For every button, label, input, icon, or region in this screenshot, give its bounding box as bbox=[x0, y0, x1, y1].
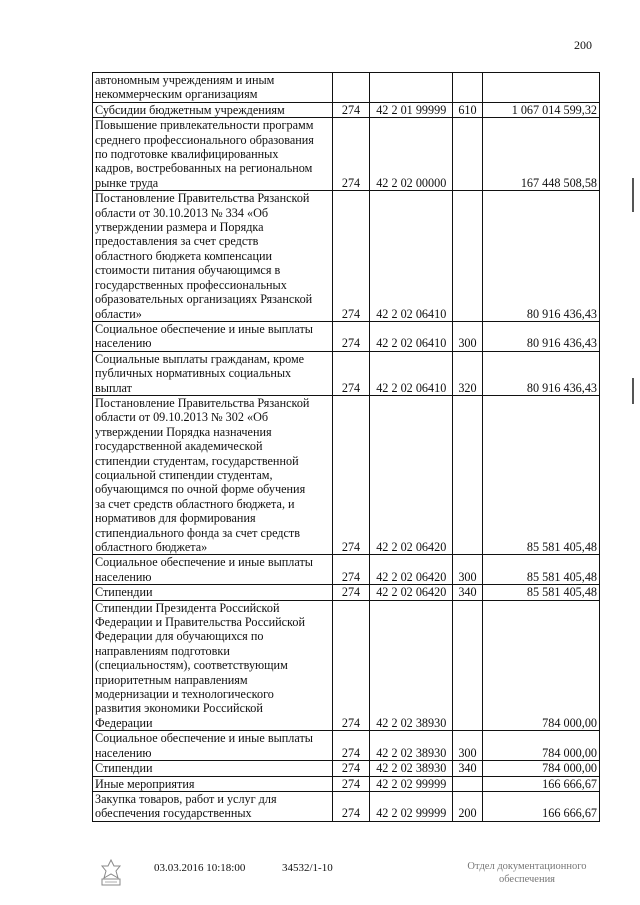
table-row bbox=[93, 118, 600, 191]
row-ved-cell: 274 bbox=[332, 555, 369, 585]
row-csr-cell: 42 2 02 38930 bbox=[370, 731, 453, 761]
document-code: 34532/1-10 bbox=[282, 862, 333, 874]
row-vr-cell: 340 bbox=[453, 761, 482, 776]
row-name-cell: Стипендии bbox=[93, 761, 333, 776]
row-sum-cell: 784 000,00 bbox=[482, 600, 599, 731]
row-vr-cell: 340 bbox=[453, 585, 482, 600]
row-sum-cell: 167 448 508,58 bbox=[482, 118, 599, 191]
row-ved-cell: 274 bbox=[332, 351, 369, 395]
row-vr-cell: 300 bbox=[453, 731, 482, 761]
row-name-cell: Закупка товаров, работ и услуг для обеспечения государственных bbox=[93, 791, 333, 821]
row-sum-cell: 1 067 014 599,32 bbox=[482, 102, 599, 117]
table-row bbox=[93, 761, 600, 776]
row-sum-cell: 80 916 436,43 bbox=[482, 321, 599, 351]
row-vr-cell bbox=[453, 73, 482, 103]
row-csr-cell: 42 2 02 06410 bbox=[370, 191, 453, 322]
row-sum-cell: 85 581 405,48 bbox=[482, 555, 599, 585]
row-sum-cell: 85 581 405,48 bbox=[482, 585, 599, 600]
row-sum-cell: 166 666,67 bbox=[482, 791, 599, 821]
table-row bbox=[93, 776, 600, 791]
row-name-cell: Социальные выплаты гражданам, кроме публичных нормативных социальных выплат bbox=[93, 351, 333, 395]
row-name-cell: Стипендии bbox=[93, 585, 333, 600]
table-row bbox=[93, 191, 600, 322]
row-csr-cell bbox=[370, 73, 453, 103]
scan-edge-mark bbox=[632, 378, 634, 404]
print-timestamp: 03.03.2016 10:18:00 bbox=[154, 862, 246, 874]
department-stamp-line: обеспечения bbox=[498, 874, 556, 885]
row-ved-cell: 274 bbox=[332, 761, 369, 776]
row-ved-cell: 274 bbox=[332, 731, 369, 761]
table-row bbox=[93, 600, 600, 731]
table-row bbox=[93, 102, 600, 117]
row-ved-cell: 274 bbox=[332, 102, 369, 117]
row-name-cell: Повышение привлекательности программ среднего профессионального образования по подготовке квалифицированных кадров, востребованных на региональном рынке труда bbox=[93, 118, 333, 191]
row-csr-cell: 42 2 02 06420 bbox=[370, 395, 453, 554]
row-ved-cell bbox=[332, 73, 369, 103]
row-ved-cell: 274 bbox=[332, 600, 369, 731]
row-sum-cell: 166 666,67 bbox=[482, 776, 599, 791]
table-row bbox=[93, 791, 600, 821]
budget-table bbox=[92, 72, 600, 822]
row-sum-cell: 784 000,00 bbox=[482, 761, 599, 776]
row-csr-cell: 42 2 02 00000 bbox=[370, 118, 453, 191]
row-name-cell: Субсидии бюджетным учреждениям bbox=[93, 102, 333, 117]
row-name-cell: Постановление Правительства Рязанской области от 09.10.2013 № 302 «Об утверждении Порядка назначения государственной академической стипендии студентам, государственной социальной стипендии студентам, обучающимся по очной форме обучения за счет средств областного бюджета, и нормативов для формирования стипендиального фонда за счет средств областного бюджета» bbox=[93, 395, 333, 554]
table-row bbox=[93, 351, 600, 395]
table-row bbox=[93, 395, 600, 554]
row-vr-cell: 320 bbox=[453, 351, 482, 395]
row-csr-cell: 42 2 02 99999 bbox=[370, 776, 453, 791]
row-name-cell: Социальное обеспечение и иные выплаты населению bbox=[93, 731, 333, 761]
row-csr-cell: 42 2 02 99999 bbox=[370, 791, 453, 821]
row-sum-cell: 80 916 436,43 bbox=[482, 191, 599, 322]
row-sum-cell bbox=[482, 73, 599, 103]
row-ved-cell: 274 bbox=[332, 118, 369, 191]
row-ved-cell: 274 bbox=[332, 585, 369, 600]
table-row bbox=[93, 555, 600, 585]
row-sum-cell: 80 916 436,43 bbox=[482, 351, 599, 395]
row-name-cell: Постановление Правительства Рязанской области от 30.10.2013 № 334 «Об утверждении размера и Порядка предоставления за счет средств областного бюджета компенсации стоимости питания обучающимся в государственных профессиональных образовательных организациях Рязанской области» bbox=[93, 191, 333, 322]
department-stamp bbox=[452, 860, 602, 886]
row-name-cell: Социальное обеспечение и иные выплаты населению bbox=[93, 321, 333, 351]
row-vr-cell: 300 bbox=[453, 321, 482, 351]
row-vr-cell bbox=[453, 191, 482, 322]
table-row bbox=[93, 321, 600, 351]
row-vr-cell: 300 bbox=[453, 555, 482, 585]
page-number: 200 bbox=[574, 38, 592, 52]
row-name-cell: Иные мероприятия bbox=[93, 776, 333, 791]
row-csr-cell: 42 2 02 06410 bbox=[370, 351, 453, 395]
row-csr-cell: 42 2 02 06420 bbox=[370, 555, 453, 585]
row-vr-cell bbox=[453, 118, 482, 191]
table-row bbox=[93, 585, 600, 600]
row-csr-cell: 42 2 02 38930 bbox=[370, 761, 453, 776]
row-vr-cell: 200 bbox=[453, 791, 482, 821]
coat-of-arms-icon bbox=[96, 858, 126, 888]
row-ved-cell: 274 bbox=[332, 191, 369, 322]
row-name-cell: автономным учреждениям и иным некоммерческим организациям bbox=[93, 73, 333, 103]
row-vr-cell bbox=[453, 600, 482, 731]
row-sum-cell: 784 000,00 bbox=[482, 731, 599, 761]
row-csr-cell: 42 2 02 06410 bbox=[370, 321, 453, 351]
row-ved-cell: 274 bbox=[332, 776, 369, 791]
row-vr-cell bbox=[453, 395, 482, 554]
row-csr-cell: 42 2 01 99999 bbox=[370, 102, 453, 117]
department-stamp-line: Отдел документационного bbox=[467, 861, 587, 872]
row-name-cell: Стипендии Президента Российской Федерации и Правительства Российской Федерации для обучающихся по направлениям подготовки (специальностям), соответствующим приоритетным направлениям модернизации и технологического развития экономики Российской Федерации bbox=[93, 600, 333, 731]
row-name-cell: Социальное обеспечение и иные выплаты населению bbox=[93, 555, 333, 585]
table-row bbox=[93, 731, 600, 761]
row-vr-cell bbox=[453, 776, 482, 791]
row-sum-cell: 85 581 405,48 bbox=[482, 395, 599, 554]
row-ved-cell: 274 bbox=[332, 321, 369, 351]
row-csr-cell: 42 2 02 38930 bbox=[370, 600, 453, 731]
row-ved-cell: 274 bbox=[332, 395, 369, 554]
page-footer bbox=[0, 858, 640, 898]
scan-edge-mark bbox=[632, 178, 634, 212]
row-csr-cell: 42 2 02 06420 bbox=[370, 585, 453, 600]
row-ved-cell: 274 bbox=[332, 791, 369, 821]
row-vr-cell: 610 bbox=[453, 102, 482, 117]
table-row bbox=[93, 73, 600, 103]
